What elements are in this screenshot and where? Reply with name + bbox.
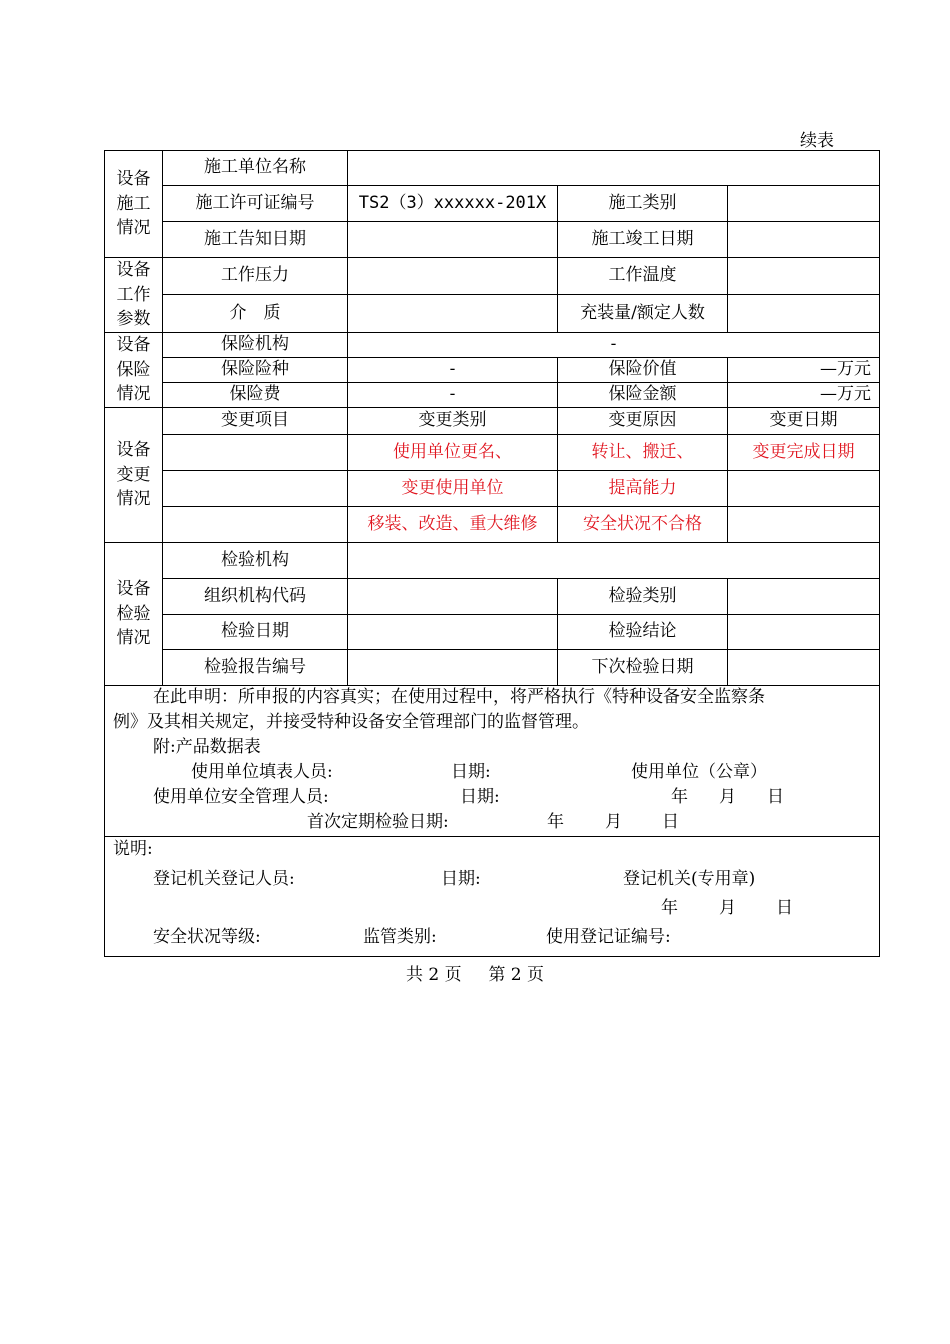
construction-type-label: 施工类别 [558, 186, 728, 222]
insurance-amount-value[interactable]: —万元 [728, 383, 880, 408]
insurance-fee-label: 保险费 [163, 383, 348, 408]
declaration-line-1: 在此申明：所申报的内容真实；在使用过程中，将严格执行《特种设备安全监察条 [153, 687, 765, 707]
year-label: 年 [671, 787, 688, 807]
capacity-label: 充装量/额定人数 [558, 295, 728, 333]
insurance-value-value[interactable]: —万元 [728, 358, 880, 383]
inspection-date-value[interactable] [348, 615, 558, 650]
insurance-amount-label: 保险金额 [558, 383, 728, 408]
certificate-no-label: 使用登记证编号: [546, 927, 671, 947]
page-total: 共 2 页 [405, 965, 462, 985]
medium-value[interactable] [348, 295, 558, 333]
change-category-cell[interactable]: 移装、改造、重大维修 [348, 507, 558, 543]
report-no-value[interactable] [348, 650, 558, 686]
year-label: 年 [661, 898, 678, 918]
filler-label: 使用单位填表人员: [191, 762, 333, 782]
year-label: 年 [547, 812, 564, 832]
insurance-kind-value[interactable]: - [348, 358, 558, 383]
inspection-institution-label: 检验机构 [163, 543, 348, 579]
attachment-label: 附:产品数据表 [153, 737, 261, 757]
day-label: 日 [776, 898, 793, 918]
org-code-label: 组织机构代码 [163, 579, 348, 615]
inspection-type-value[interactable] [728, 579, 880, 615]
pressure-label: 工作压力 [163, 258, 348, 295]
next-inspection-date-label: 下次检验日期 [558, 650, 728, 686]
change-reason-cell[interactable]: 安全状况不合格 [558, 507, 728, 543]
continued-label: 续表 [800, 131, 834, 151]
change-header-reason: 变更原因 [558, 408, 728, 435]
insurance-value-label: 保险价值 [558, 358, 728, 383]
section-insurance: 设备 保险 情况 [105, 333, 163, 408]
user-unit-seal-label: 使用单位（公章） [631, 762, 767, 782]
construction-type-value[interactable] [728, 186, 880, 222]
inspection-institution-value[interactable] [348, 543, 880, 579]
section-inspection: 设备 检验 情况 [105, 543, 163, 686]
change-date-cell[interactable]: 变更完成日期 [728, 435, 880, 471]
inspection-conclusion-label: 检验结论 [558, 615, 728, 650]
notice-date-label: 施工告知日期 [163, 222, 348, 258]
pressure-value[interactable] [348, 258, 558, 295]
insurance-kind-label: 保险险种 [163, 358, 348, 383]
page-current: 第 2 页 [488, 965, 545, 985]
temperature-label: 工作温度 [558, 258, 728, 295]
safety-manager-label: 使用单位安全管理人员: [153, 787, 329, 807]
first-inspection-date-label: 首次定期检验日期: [307, 812, 449, 832]
change-header-item: 变更项目 [163, 408, 348, 435]
permit-no-value[interactable]: TS2（3）xxxxxx-201X [348, 186, 558, 222]
registration-form-table [104, 150, 880, 957]
report-no-label: 检验报告编号 [163, 650, 348, 686]
change-date-cell[interactable] [728, 507, 880, 543]
month-label: 月 [605, 812, 622, 832]
temperature-value[interactable] [728, 258, 880, 295]
inspection-type-label: 检验类别 [558, 579, 728, 615]
notes-block [105, 837, 880, 957]
section-parameters: 设备 工作 参数 [105, 258, 163, 333]
change-reason-cell[interactable]: 转让、搬迁、 [558, 435, 728, 471]
safety-grade-label: 安全状况等级: [153, 927, 261, 947]
day-label: 日 [767, 787, 784, 807]
declaration-block [105, 686, 880, 837]
next-inspection-date-value[interactable] [728, 650, 880, 686]
date1-label: 日期: [451, 762, 491, 782]
change-category-cell[interactable]: 使用单位更名、 [348, 435, 558, 471]
month-label: 月 [719, 787, 736, 807]
supervision-type-label: 监管类别: [363, 927, 437, 947]
registration-seal-label: 登记机关(专用章) [623, 869, 756, 889]
change-reason-cell[interactable]: 提高能力 [558, 471, 728, 507]
day-label: 日 [662, 812, 679, 832]
inspection-conclusion-value[interactable] [728, 615, 880, 650]
change-header-date: 变更日期 [728, 408, 880, 435]
page-footer [0, 960, 950, 985]
declaration-line-2: 例》及其相关规定，并接受特种设备安全管理部门的监督管理。 [113, 712, 589, 732]
org-code-value[interactable] [348, 579, 558, 615]
notice-date-value[interactable] [348, 222, 558, 258]
change-item-cell[interactable] [163, 507, 348, 543]
section-change: 设备 变更 情况 [105, 408, 163, 543]
construction-unit-name-label: 施工单位名称 [163, 151, 348, 186]
capacity-value[interactable] [728, 295, 880, 333]
change-item-cell[interactable] [163, 471, 348, 507]
change-category-cell[interactable]: 变更使用单位 [348, 471, 558, 507]
registrar-label: 登记机关登记人员: [153, 869, 295, 889]
change-header-category: 变更类别 [348, 408, 558, 435]
notes-label: 说明: [113, 839, 153, 859]
medium-label: 介 质 [163, 295, 348, 333]
registration-date-label: 日期: [441, 869, 481, 889]
inspection-date-label: 检验日期 [163, 615, 348, 650]
insurance-institution-value[interactable]: - [348, 333, 880, 358]
insurance-fee-value[interactable]: - [348, 383, 558, 408]
change-date-cell[interactable] [728, 471, 880, 507]
month-label: 月 [719, 898, 736, 918]
insurance-institution-label: 保险机构 [163, 333, 348, 358]
completion-date-value[interactable] [728, 222, 880, 258]
date2-label: 日期: [460, 787, 500, 807]
completion-date-label: 施工竣工日期 [558, 222, 728, 258]
permit-no-label: 施工许可证编号 [163, 186, 348, 222]
section-construction: 设备 施工 情况 [105, 151, 163, 258]
construction-unit-name-value[interactable] [348, 151, 880, 186]
change-item-cell[interactable] [163, 435, 348, 471]
